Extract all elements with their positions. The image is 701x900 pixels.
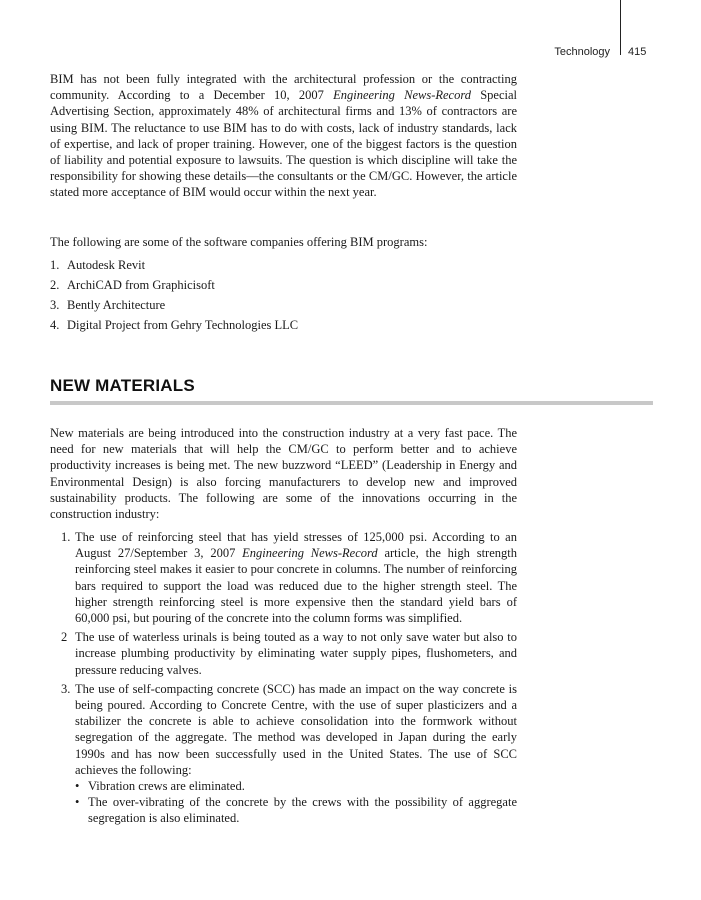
header-divider xyxy=(620,0,621,55)
running-head: Technology xyxy=(554,46,610,58)
list-item-number: 1. xyxy=(61,530,71,544)
list-item-number: 4. xyxy=(50,318,60,332)
section-heading: NEW MATERIALS xyxy=(50,376,195,395)
list-item xyxy=(50,297,517,317)
list-item-text: The use of self-compacting concrete (SCC) has made an impact on the way concrete is being poured. According to Concrete Centre, with the use of super plasticizers and a stabilizer the concrete is able to achieve consolidation into the formwork without segregation of the aggregate. The method was developed in Japan during the early 1990s and has now been successfully used in the United States. The use of SCC achieves the following: xyxy=(75,681,517,777)
list-item-text: The use of waterless urinals is being touted as a way to not only save water but also to increase plumbing productivity by eliminating water supply pipes, flushometers, and pressure reducing valves. xyxy=(75,630,517,677)
bullet-item xyxy=(75,794,517,826)
list-item xyxy=(50,257,517,277)
new-materials-intro: New materials are being introduced into the construction industry at a very fast pace. The need for new materials that will help the CM/GC to perform better and to achieve productivity increases is being met. The new buzzword “LEED” (Leadership in Energy and Environmental Design) is also forcing manufacturers to develop new and improved sustainability products. The following are some of the innovations occurring in the construction industry: xyxy=(50,426,517,522)
bim-text-part1: BIM has not been fully integrated with the architectural profession or the contracting community. According to a December 10, 2007 xyxy=(50,72,517,103)
innovation-1-part1: The use of reinforcing steel that has yield stresses of 125,000 psi. According to an August 27/September 3, 2007 xyxy=(75,530,517,561)
bullet-text: The over-vibrating of the concrete by the crews with the possibility of aggregate segregation is also eliminated. xyxy=(88,795,517,826)
bullet-text: Vibration crews are eliminated. xyxy=(88,779,245,794)
list-item xyxy=(50,681,517,827)
list-item-number: 2. xyxy=(50,278,60,292)
software-intro: The following are some of the software companies offering BIM programs: xyxy=(50,235,428,249)
bim-text-part2: Special Advertising Section, approximately 48% of architectural firms and 13% of contractors are using BIM. The reluctance to use BIM has to do with costs, lack of industry standards, lack of expertise, and lack of proper training. However, one of the biggest factors is the question of liability and potential exposure to lawsuits. The question is which discipline will take the responsibility for showing these details—the consultants or the CM/GC. However, the article stated more acceptance of BIM would occur within the next year. xyxy=(50,88,517,200)
list-item-number: 1. xyxy=(50,258,60,272)
bullet-icon: • xyxy=(75,779,80,794)
bullet-item xyxy=(75,778,517,794)
bim-source-title: Engineering News-Record xyxy=(333,88,471,103)
list-item-text: Digital Project from Gehry Technologies LLC xyxy=(67,318,299,332)
list-item-text: Autodesk Revit xyxy=(67,258,146,272)
list-item xyxy=(50,317,517,337)
list-item xyxy=(50,529,517,626)
list-item-number: 3. xyxy=(50,298,60,312)
bullet-icon: • xyxy=(75,795,80,810)
list-item-text xyxy=(75,529,517,626)
list-item-number: 2 xyxy=(61,630,68,645)
list-item-number: 3. xyxy=(61,681,71,696)
bim-paragraph xyxy=(50,71,517,201)
list-item-text: Bently Architecture xyxy=(67,298,166,312)
page-number: 415 xyxy=(628,46,647,58)
list-item-text: ArchiCAD from Graphicisoft xyxy=(67,278,215,292)
innovation-1-source-title: Engineering News-Record xyxy=(242,546,378,561)
bullet-list xyxy=(75,778,517,827)
list-item xyxy=(50,277,517,297)
section-divider xyxy=(50,401,653,405)
innovations-list xyxy=(50,529,517,830)
list-item xyxy=(50,629,517,678)
software-list xyxy=(50,257,517,337)
innovation-1-part2: article, the high strength reinforcing steel makes it easier to pour concrete in columns. The number of reinforcing bars required to support the load was reduced due to the higher strength steel. The higher strength reinforcing steel is more expensive then the standard yield bars of 60,000 psi, but pouring of the concrete into the column forms was simplified. xyxy=(75,546,517,626)
